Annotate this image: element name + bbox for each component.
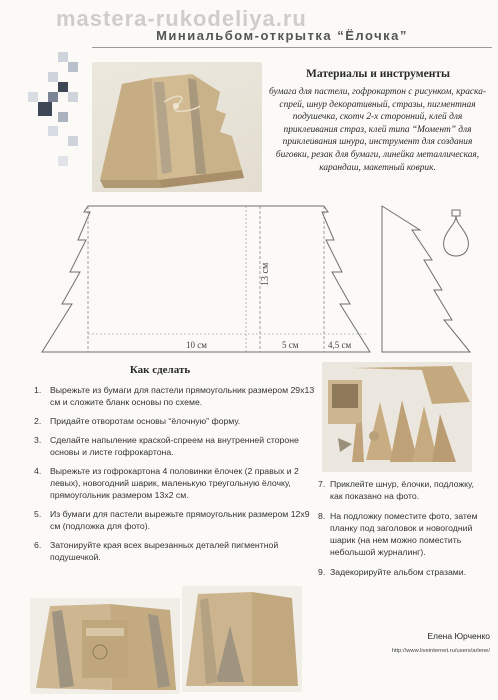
step-item: 4. Вырежьте из гофрокартона 4 половинки ёлочек (2 правых и 2 левых), новогодний шарик, маленькую треугольную ёлочку, прямоугольник размером 13х2 см. — [34, 466, 299, 500]
howto-heading: Как сделать — [129, 364, 191, 376]
step-item: 9. Задекорируйте альбом стразами. — [318, 567, 467, 577]
step-item: 5. Из бумаги для пастели вырежьте прямоугольник размером 12х9 см (подложка для фото). — [34, 509, 310, 531]
parts-photo — [322, 362, 472, 472]
step-item: 6. Затонируйте края всех вырезанных деталей пигментной подушечкой. — [34, 540, 279, 562]
page-title: Миниальбом-открытка “Ёлочка” — [156, 28, 408, 43]
author-name: Елена Юрченко — [427, 631, 490, 641]
pixel-decoration — [28, 52, 88, 192]
open-album-photo-right — [182, 586, 302, 692]
width-label-10: 10 см — [186, 340, 207, 350]
steps-list-right — [318, 478, 486, 586]
materials-text: бумага для пастели, гофрокартон с рисунком, краска-спрей, шнур декоративный, стразы, пигментная подушечка, скотч 2-х сторонний, клей для приклеивания страз, клей типа “Момент” для приклеивания шнура, инструмент для создания биговки, резак для бумаги, линейка металлическая, карандаш, макетный коврик. — [268, 87, 487, 173]
template-scheme — [36, 200, 496, 360]
finished-album-photo — [92, 62, 262, 192]
open-album-photo-left — [30, 598, 180, 694]
source-url: http://www.liveinternet.ru/users/arlene/ — [391, 648, 490, 654]
site-watermark: mastera-rukodeliya.ru — [56, 6, 307, 31]
materials-heading: Материалы и инструменты — [306, 68, 450, 80]
step-item: 1. Вырежьте из бумаги для пастели прямоугольник размером 29х13 см и сложите бланк основы по схеме. — [34, 385, 315, 407]
step-item: 3. Сделайте напыление краской-спреем на внутренней стороне основы и листе гофрокартона. — [34, 435, 299, 457]
step-item: 8. На подложку поместите фото, затем планку под заголовок и новогодний шарик (на нем можно поместить небольшой журналинг). — [318, 511, 478, 557]
width-label-4-5: 4,5 см — [328, 340, 352, 350]
step-item: 7. Приклейте шнур, ёлочки, подложку, как показано на фото. — [318, 479, 474, 501]
width-label-5: 5 см — [282, 340, 299, 350]
title-underline — [92, 47, 492, 48]
height-label: 13 см — [260, 262, 271, 286]
steps-list — [30, 384, 318, 570]
step-item: 2. Придайте отворотам основы “ёлочную” форму. — [34, 416, 241, 426]
